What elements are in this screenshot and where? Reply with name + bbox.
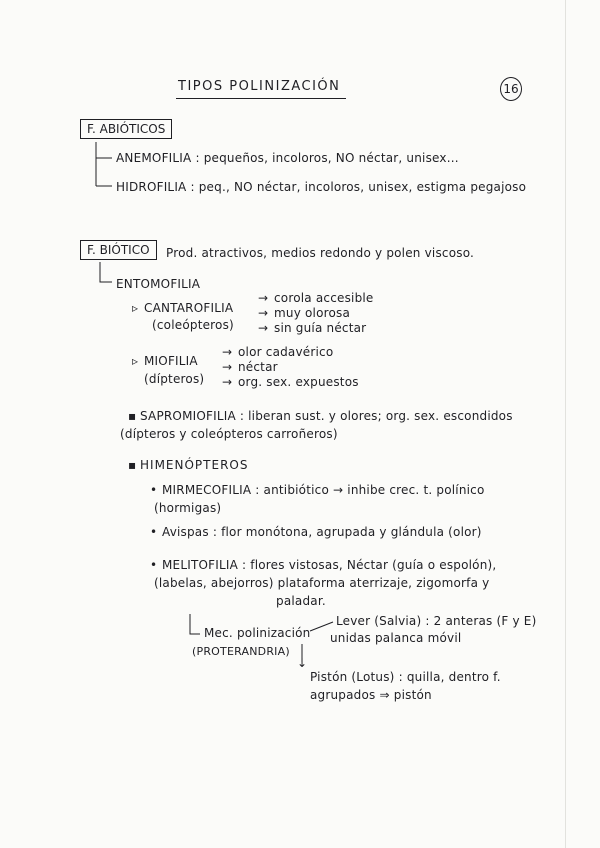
sapromiofilia-line: SAPROMIOFILIA : liberan sust. y olores; org. sex. escondidos [140, 409, 513, 423]
bullet-icon: • [150, 525, 158, 539]
bullet-icon: • [150, 483, 158, 497]
sapromiofilia-group: (dípteros y coleópteros carroñeros) [120, 427, 338, 441]
avispas-line: Avispas : flor monótona, agrupada y glándula (olor) [162, 525, 482, 539]
miofilia-name: MIOFILIA [144, 354, 198, 368]
arrow-right-icon: → [222, 345, 233, 359]
entomofilia-heading: ENTOMOFILIA [116, 277, 201, 291]
cantarofilia-name: CANTAROFILIA [144, 301, 234, 315]
arrow-right-icon: → [258, 321, 269, 335]
abioticos-heading: F. ABIÓTICOS [80, 119, 172, 139]
lever-line: unidas palanca móvil [330, 631, 462, 645]
arrow-down-icon: ↓ [297, 656, 308, 670]
arrow-right-icon: → [222, 375, 233, 389]
page-title: TIPOS POLINIZACIÓN [178, 79, 341, 94]
bullet-icon: ▹ [132, 354, 139, 368]
bioticos-description: Prod. atractivos, medios redondo y polen viscoso. [166, 246, 475, 260]
melitofilia-line: (labelas, abejorros) plataforma aterrizaje, zigomorfa y [154, 576, 490, 590]
cantarofilia-group: (coleópteros) [152, 318, 234, 332]
mirmecofilia-line: MIRMECOFILIA : antibiótico → inhibe crec. t. polínico [162, 483, 485, 497]
cantarofilia-feature: muy olorosa [274, 306, 351, 320]
bullet-icon: • [150, 558, 158, 572]
page-number: 16 [500, 77, 522, 101]
miofilia-feature: néctar [238, 360, 278, 374]
bullet-icon: ▪ [128, 409, 137, 423]
piston-line: agrupados ⇒ pistón [310, 688, 432, 702]
miofilia-group: (dípteros) [144, 372, 205, 386]
mec-polinizacion-label: Mec. polinización [204, 626, 311, 640]
arrow-right-icon: → [258, 291, 269, 305]
cantarofilia-feature: sin guía néctar [274, 321, 367, 335]
title-underline [176, 98, 346, 99]
arrow-right-icon: → [222, 360, 233, 374]
melitofilia-line: paladar. [276, 594, 326, 608]
cantarofilia-feature: corola accesible [274, 291, 374, 305]
piston-line: Pistón (Lotus) : quilla, dentro f. [310, 670, 501, 684]
himenopteros-heading: HIMENÓPTEROS [140, 458, 249, 472]
miofilia-feature: org. sex. expuestos [238, 375, 359, 389]
anemofilia-line: ANEMOFILIA : pequeños, incoloros, NO néctar, unisex... [116, 151, 459, 165]
lever-line: Lever (Salvia) : 2 anteras (F y E) [336, 614, 537, 628]
arrow-right-icon: → [258, 306, 269, 320]
mirmecofilia-group: (hormigas) [154, 501, 222, 515]
proterandria-label: (PROTERANDRIA) [192, 645, 290, 658]
bioticos-heading: F. BIÓTICO [80, 240, 157, 260]
miofilia-feature: olor cadavérico [238, 345, 334, 359]
bullet-icon: ▹ [132, 301, 139, 315]
hidrofilia-line: HIDROFILIA : peq., NO néctar, incoloros, unisex, estigma pegajoso [116, 180, 527, 194]
melitofilia-line: MELITOFILIA : flores vistosas, Néctar (guía o espolón), [162, 558, 497, 572]
bullet-icon: ▪ [128, 458, 137, 472]
